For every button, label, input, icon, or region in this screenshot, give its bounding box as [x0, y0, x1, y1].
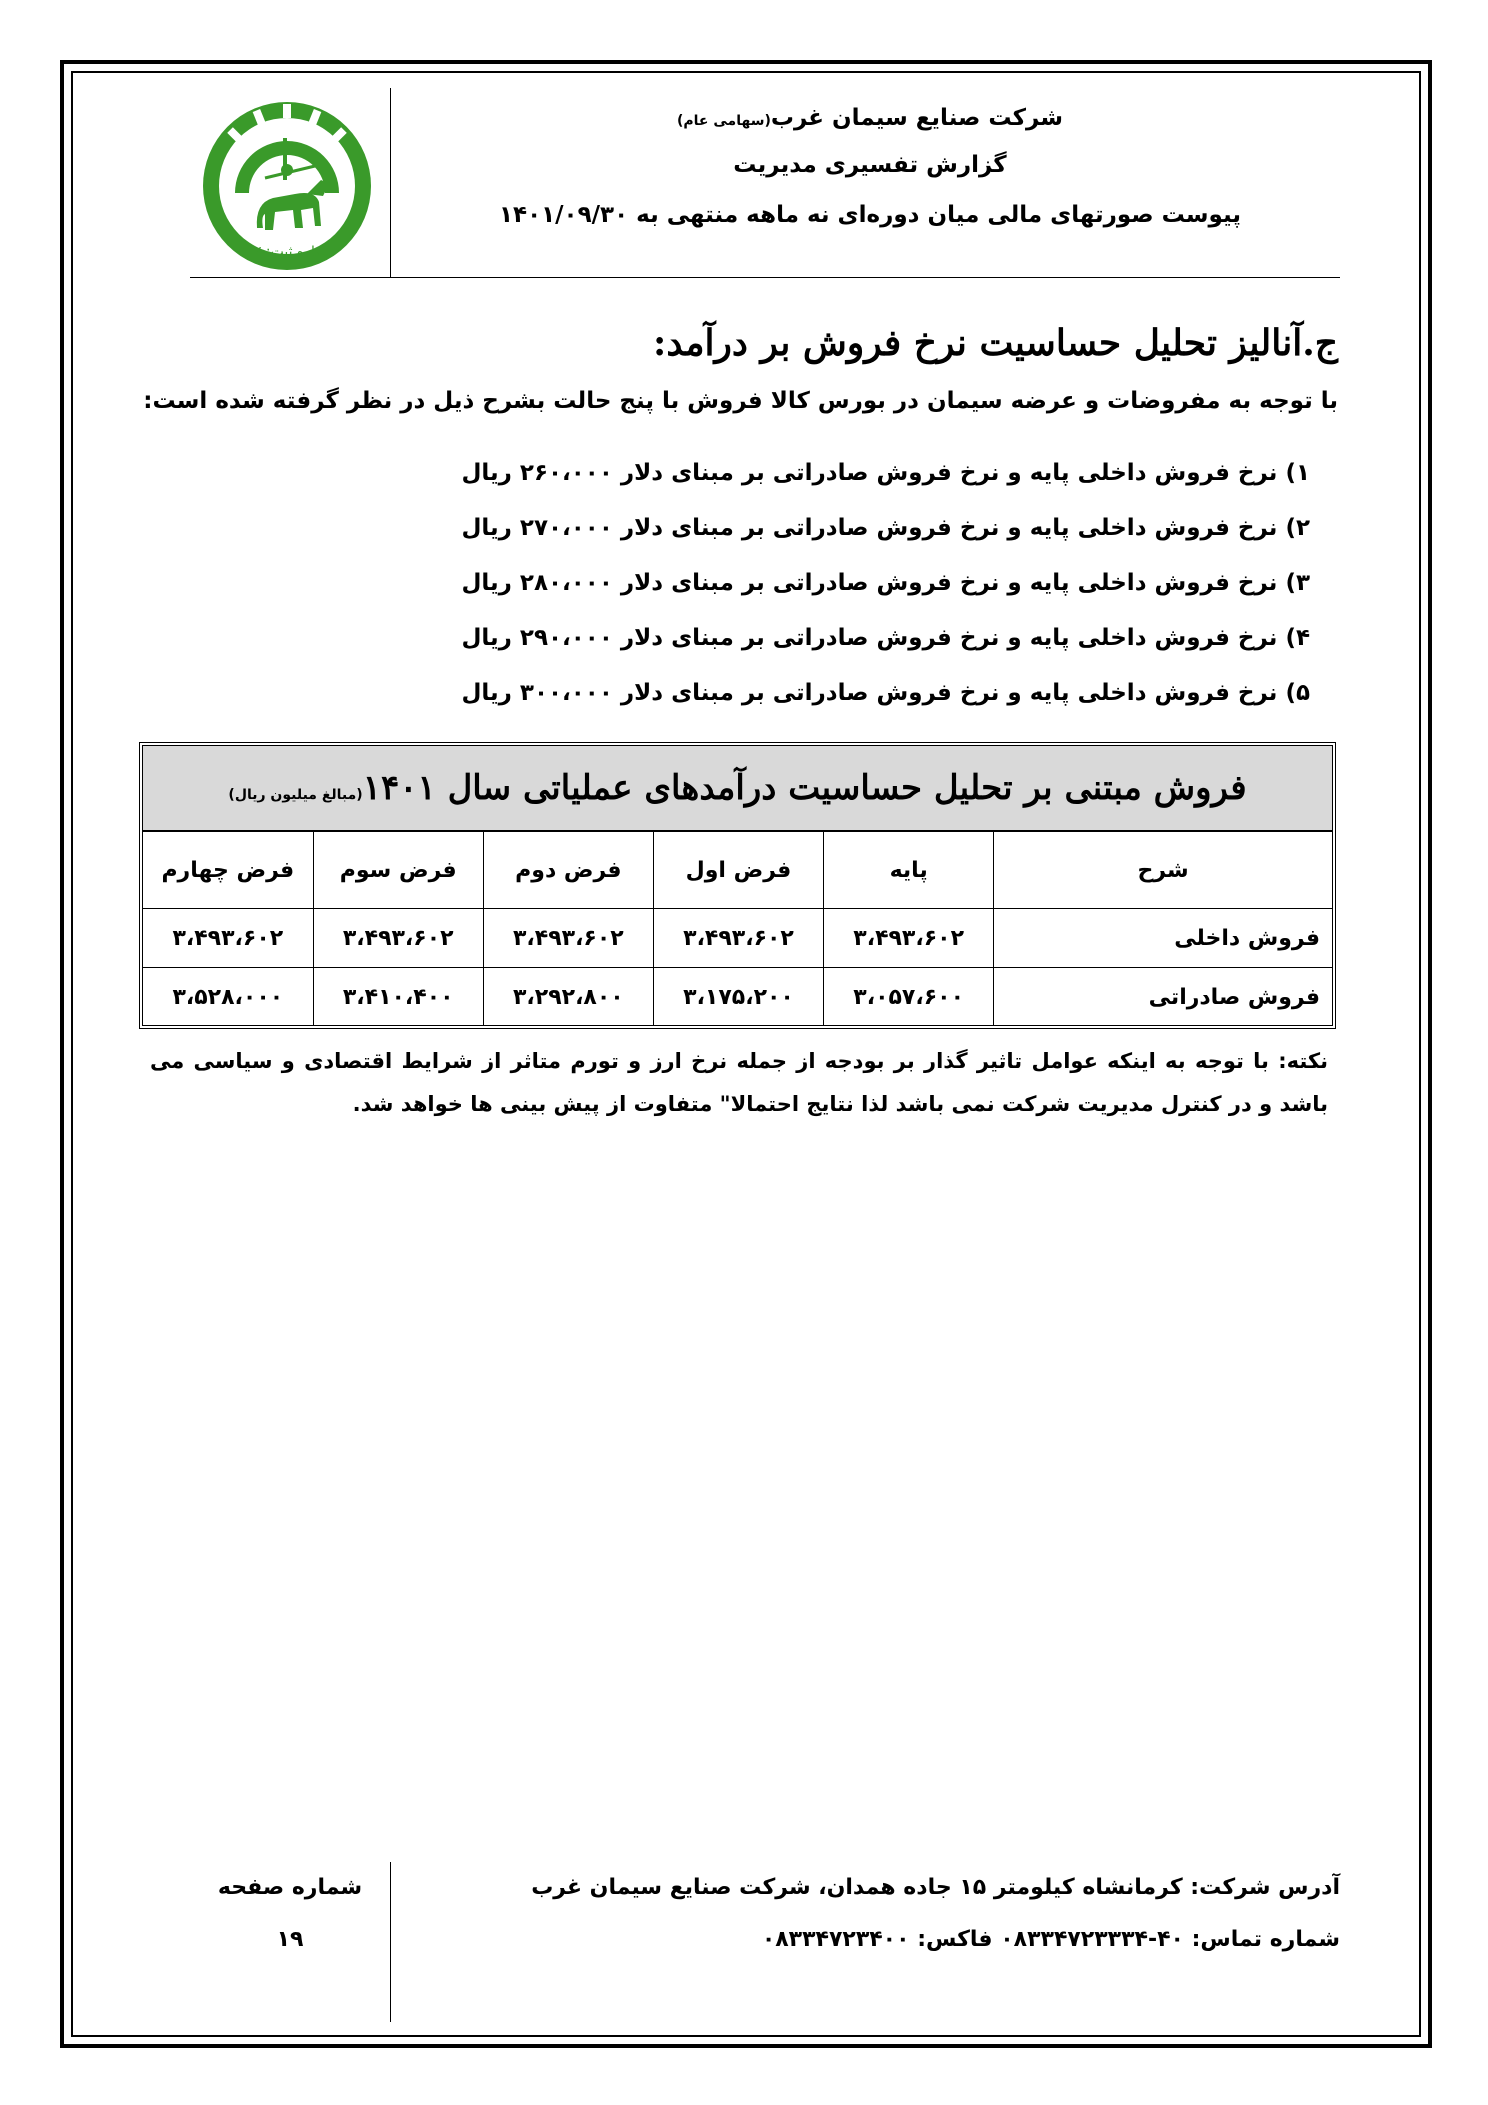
page-header — [190, 88, 1340, 278]
company-name-line — [400, 96, 1340, 140]
footer-divider — [390, 1862, 391, 2022]
table-row — [143, 909, 1332, 968]
table-cell: ۳،۲۹۲،۸۰۰ — [483, 968, 653, 1027]
header-cell: شرح — [994, 832, 1332, 909]
table-cell: ۳،۵۲۸،۰۰۰ — [143, 968, 313, 1027]
row-label: فروش داخلی — [994, 909, 1332, 968]
sensitivity-data-table — [143, 831, 1332, 1026]
table-title — [143, 746, 1332, 831]
company-logo — [195, 98, 380, 273]
table-title-text: فروش مبتنی بر تحلیل حساسیت درآمدهای عملیاتی سال ۱۴۰۱ — [362, 768, 1247, 808]
table-header-row — [143, 832, 1332, 909]
scenario-item: ۳) نرخ فروش داخلی پایه و نرخ فروش صادراتی بر مبنای دلار ۲۸۰،۰۰۰ ریال — [461, 570, 1310, 596]
header-divider — [390, 88, 391, 278]
report-subtitle: پیوست صورتهای مالی میان دوره‌ای نه ماهه منتهی به ۱۴۰۱/۰۹/۳۰ — [499, 202, 1241, 228]
table-cell: ۳،۴۹۳،۶۰۲ — [313, 909, 483, 968]
header-cell: فرض اول — [653, 832, 823, 909]
footer-contact — [420, 1862, 1340, 1966]
header-rule — [190, 277, 1340, 278]
table-cell: ۳،۴۹۳،۶۰۲ — [653, 909, 823, 968]
scenario-item: ۱) نرخ فروش داخلی پایه و نرخ فروش صادراتی بر مبنای دلار ۲۶۰،۰۰۰ ریال — [461, 460, 1310, 486]
section-intro: با توجه به مفروضات و عرضه سیمان در بورس کالا فروش با پنج حالت بشرح ذیل در نظر گرفته شده است: — [143, 388, 1338, 414]
scenario-list — [410, 448, 1310, 723]
header-cell: فرض چهارم — [143, 832, 313, 909]
table-cell: ۳،۴۹۳،۶۰۲ — [483, 909, 653, 968]
page-number-label: شماره صفحه — [217, 1875, 363, 1900]
header-cell: فرض دوم — [483, 832, 653, 909]
company-address: آدرس شرکت: کرمانشاه کیلومتر ۱۵ جاده همدان، شرکت صنایع سیمان غرب — [531, 1875, 1340, 1900]
report-title: گزارش تفسیری مدیریت — [733, 152, 1007, 178]
table-row — [143, 968, 1332, 1027]
sensitivity-table — [139, 742, 1336, 1029]
row-label: فروش صادراتی — [994, 968, 1332, 1027]
table-unit: (مبالغ میلیون ریال) — [228, 787, 363, 803]
scenario-item: ۵) نرخ فروش داخلی پایه و نرخ فروش صادراتی بر مبنای دلار ۳۰۰،۰۰۰ ریال — [461, 680, 1310, 706]
logo-registration-text: شماره ثبت: ۴۳۷ — [238, 244, 336, 260]
page-number: ۱۹ — [276, 1927, 304, 1952]
table-cell: ۳،۴۹۳،۶۰۲ — [143, 909, 313, 968]
table-cell: ۳،۴۱۰،۴۰۰ — [313, 968, 483, 1027]
scenario-item: ۲) نرخ فروش داخلی پایه و نرخ فروش صادراتی بر مبنای دلار ۲۷۰،۰۰۰ ریال — [461, 515, 1310, 541]
scenario-item: ۴) نرخ فروش داخلی پایه و نرخ فروش صادراتی بر مبنای دلار ۲۹۰،۰۰۰ ریال — [461, 625, 1310, 651]
header-text — [400, 96, 1340, 240]
header-cell: فرض سوم — [313, 832, 483, 909]
note-paragraph: نکته: با توجه به اینکه عوامل تاثیر گذار بر بودجه از جمله نرخ ارز و تورم متاثر از شرایط اقتصادی و سیاسی می باشد و در کنترل مدیریت شرکت نمی باشد لذا نتایج احتمالا" متفاوت از پیش بینی ها خواهد شد. — [150, 1049, 1328, 1116]
company-phone-fax: شماره تماس: ۴۰-۰۸۳۳۴۷۲۳۳۳۴ فاکس: ۰۸۳۳۴۷۲۳۴۰۰ — [761, 1927, 1340, 1952]
table-cell: ۳،۱۷۵،۲۰۰ — [653, 968, 823, 1027]
page-number-box — [190, 1862, 390, 1966]
company-name: شرکت صنایع سیمان غرب — [770, 105, 1063, 131]
table-cell: ۳،۰۵۷،۶۰۰ — [824, 968, 994, 1027]
company-type: (سهامی عام) — [677, 113, 771, 129]
header-cell: پایه — [824, 832, 994, 909]
table-cell: ۳،۴۹۳،۶۰۲ — [824, 909, 994, 968]
section-title: ج.آنالیز تحلیل حساسیت نرخ فروش بر درآمد: — [653, 322, 1338, 364]
page-footer — [190, 1862, 1340, 2022]
